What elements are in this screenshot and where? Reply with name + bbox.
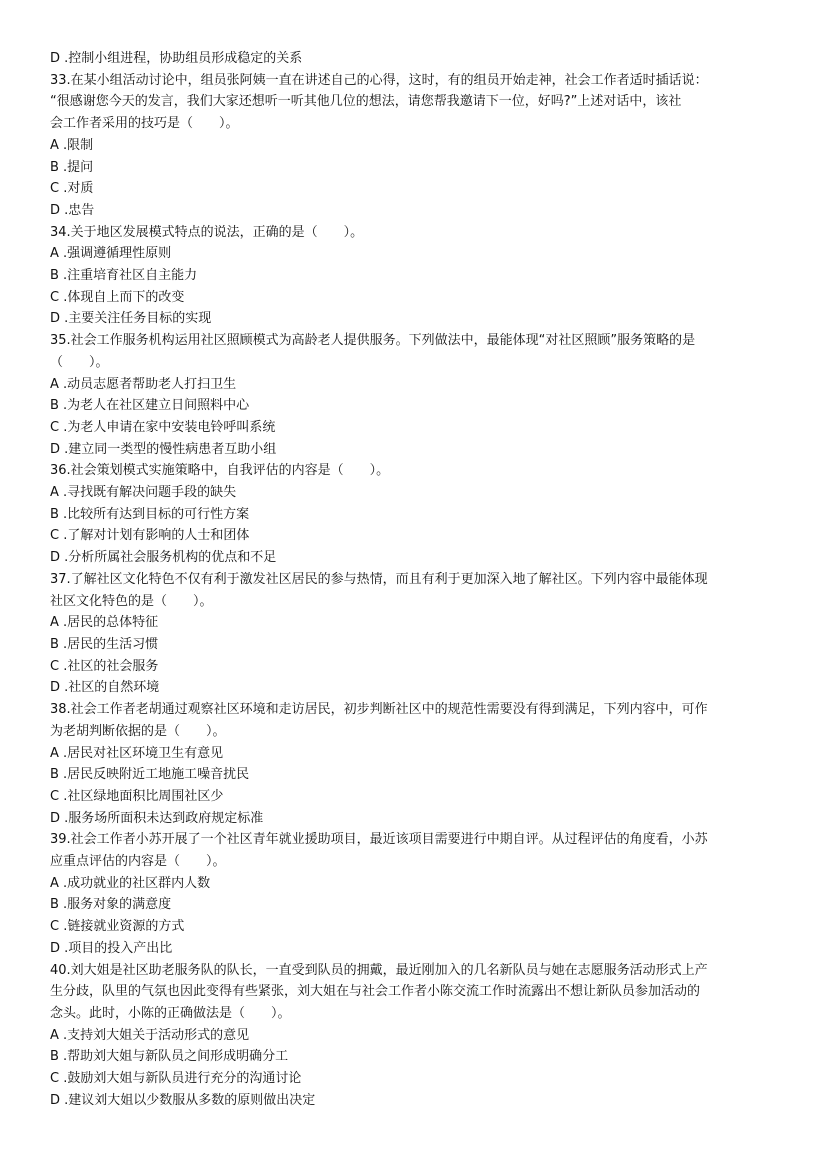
option-c: C .对质 (50, 181, 94, 197)
option-b: B .服务对象的满意度 (50, 897, 172, 913)
question-38 (50, 699, 790, 829)
option-d: D .主要关注任务目标的实现 (50, 311, 212, 327)
option-c: C .链接就业资源的方式 (50, 919, 185, 935)
option-a: A .居民对社区环境卫生有意见 (50, 745, 224, 761)
question-stem: 39.社会工作者小苏开展了一个社区青年就业援助项目，最近该项目需要进行中期自评。从过程评估的角度看，小苏 (50, 832, 708, 848)
question-stem: （ ）。 (50, 354, 109, 370)
option-d: D .建议刘大姐以少数服从多数的原则做出决定 (50, 1092, 316, 1108)
option-d-previous: D .控制小组进程，协助组员形成稳定的关系 (50, 51, 303, 66)
option-c: C .为老人申请在家中安装电铃呼叫系统 (50, 419, 276, 435)
question-stem: 36.社会策划模式实施策略中，自我评估的内容是（ ）。 (50, 463, 390, 479)
question-39 (50, 829, 790, 959)
question-35 (50, 330, 790, 460)
option-b: B .注重培育社区自主能力 (50, 268, 198, 284)
question-stem: 34.关于地区发展模式特点的说法，正确的是（ ）。 (50, 224, 364, 240)
option-c: C .社区绿地面积比周围社区少 (50, 788, 224, 804)
question-stem: 33.在某小组活动讨论中，组员张阿姨一直在讲述自己的心得，这时，有的组员开始走神，社会工作者适时插话说： (50, 72, 708, 88)
question-stem: 社区文化特色的是（ ）。 (50, 593, 213, 609)
option-a: A .支持刘大姐关于活动形式的意见 (50, 1027, 250, 1043)
option-a: A .居民的总体特征 (50, 615, 159, 631)
option-c: C .社区的社会服务 (50, 658, 159, 674)
option-a: A .动员志愿者帮助老人打扫卫生 (50, 376, 237, 392)
option-b: B .比较所有达到目标的可行性方案 (50, 506, 250, 522)
question-33 (50, 70, 790, 222)
question-stem: 会工作者采用的技巧是（ ）。 (50, 116, 239, 132)
document-page (50, 48, 790, 1111)
option-d: D .服务场所面积未达到政府规定标准 (50, 810, 264, 826)
option-c: C .了解对计划有影响的人士和团体 (50, 528, 250, 544)
question-stem: 40.刘大姐是社区助老服务队的队长，一直受到队员的拥戴，最近刚加入的几名新队员与她在志愿服务活动形式上产 (50, 962, 708, 978)
option-b: B .居民的生活习惯 (50, 636, 159, 652)
option-a: A .限制 (50, 137, 94, 153)
option-b: B .帮助刘大姐与新队员之间形成明确分工 (50, 1049, 289, 1065)
question-stem: 38.社会工作者老胡通过观察社区环境和走访居民，初步判断社区中的规范性需要没有得到满足，下列内容中，可作 (50, 702, 708, 718)
question-stem: 念头。此时，小陈的正确做法是（ ）。 (50, 1005, 291, 1021)
question-stem: 为老胡判断依据的是（ ）。 (50, 723, 226, 739)
option-d: D .项目的投入产出比 (50, 940, 173, 956)
option-a: A .寻找既有解决问题手段的缺失 (50, 485, 237, 501)
option-c: C .体现自上而下的改变 (50, 289, 185, 305)
question-37 (50, 569, 790, 699)
question-40 (50, 960, 790, 1112)
question-stem: 应重点评估的内容是（ ）。 (50, 854, 226, 870)
question-34 (50, 222, 790, 331)
question-stem: “很感谢您今天的发言，我们大家还想听一听其他几位的想法，请您帮我邀请下一位，好吗?”上述对话中，该社 (50, 94, 682, 110)
option-d: D .忠告 (50, 202, 95, 218)
option-d: D .社区的自然环境 (50, 680, 160, 696)
option-c: C .鼓励刘大姐与新队员进行充分的沟通讨论 (50, 1071, 302, 1087)
question-stem: 37.了解社区文化特色不仅有利于激发社区居民的参与热情，而且有利于更加深入地了解社区。下列内容中最能体现 (50, 571, 708, 587)
option-b: B .提问 (50, 159, 94, 175)
option-b: B .为老人在社区建立日间照料中心 (50, 398, 250, 414)
option-b: B .居民反映附近工地施工噪音扰民 (50, 767, 250, 783)
question-36 (50, 460, 790, 569)
option-a: A .强调遵循理性原则 (50, 246, 172, 262)
option-d: D .分析所属社会服务机构的优点和不足 (50, 550, 277, 566)
question-stem: 35.社会工作服务机构运用社区照顾模式为高龄老人提供服务。下列做法中，最能体现“对社区照顾”服务策略的是 (50, 333, 696, 349)
option-d: D .建立同一类型的慢性病患者互助小组 (50, 441, 277, 457)
question-stem: 生分歧，队里的气氛也因此变得有些紧张，刘大姐在与社会工作者小陈交流工作时流露出不想让新队员参加活动的 (50, 984, 701, 1000)
option-a: A .成功就业的社区群内人数 (50, 875, 211, 891)
